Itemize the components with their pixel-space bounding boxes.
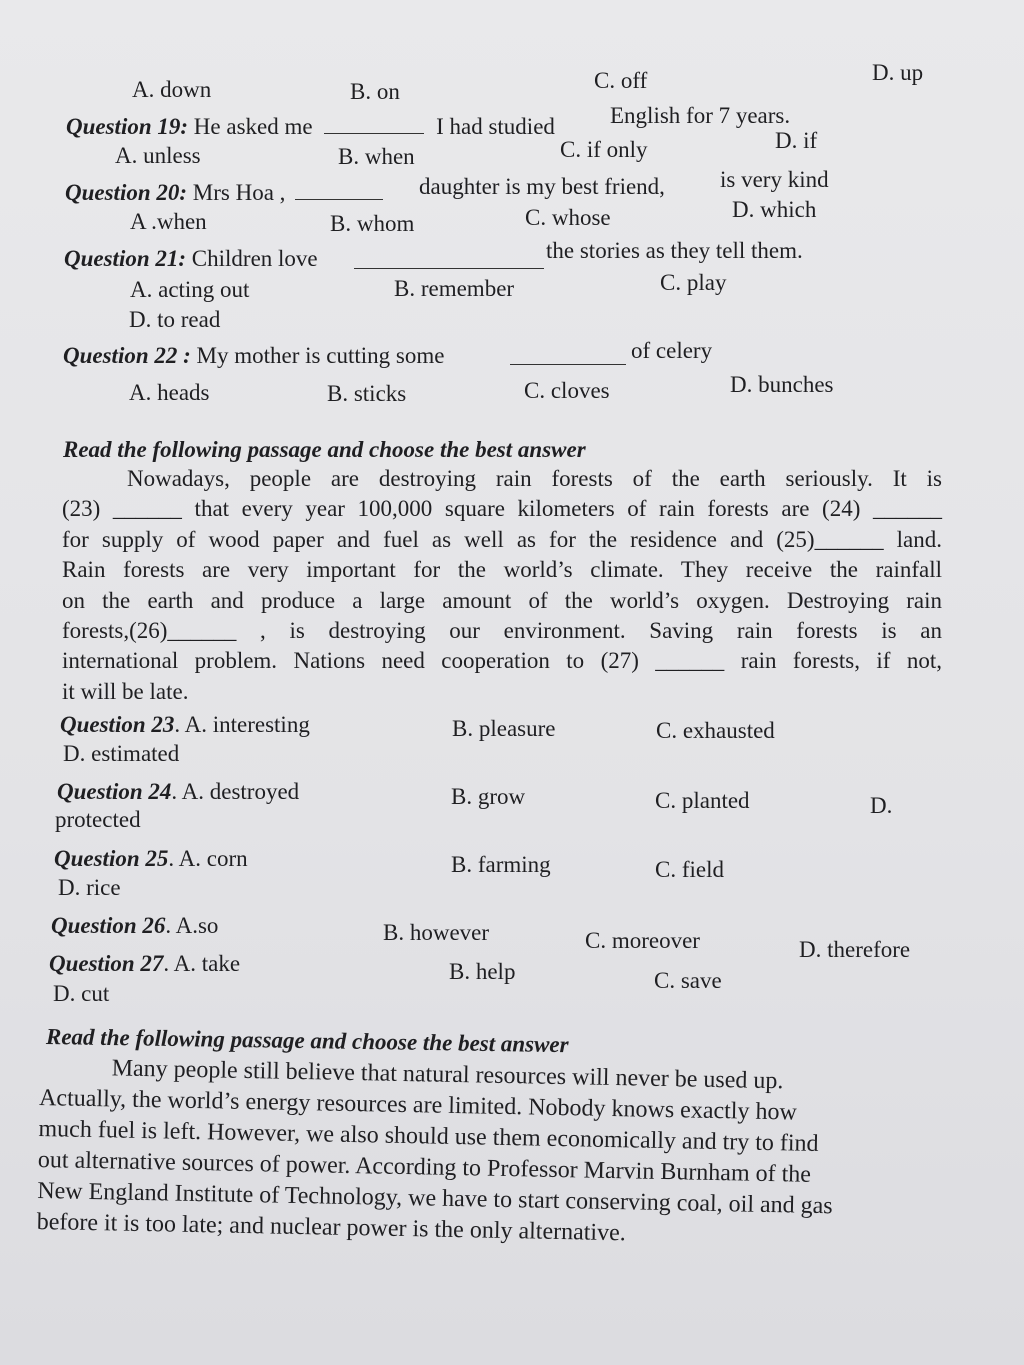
- q19-option-a: A. unless: [115, 143, 201, 168]
- question-22-blank: [510, 364, 626, 365]
- passage-1-line: for supply of wood paper and fuel as well as for the residence and (25)______ land.: [62, 526, 942, 552]
- passage-1-line: on the earth and produce a large amount of the world’s oxygen. Destroying rain: [62, 587, 942, 613]
- question-23: [60, 712, 310, 737]
- q20-option-d: D. which: [732, 197, 817, 222]
- question-25-label: Question 25: [54, 846, 169, 871]
- q19-option-b: B. when: [338, 144, 415, 169]
- passage-1-line: Rain forests are very important for the world’s climate. They receive the rainfall: [62, 557, 942, 583]
- q21-option-c: C. play: [660, 270, 727, 295]
- passage-1-line: forests,(26)______ , is destroying our environment. Saving rain forests is an: [62, 618, 942, 644]
- question-22-stem: [63, 343, 444, 368]
- q23-option-c: C. exhausted: [656, 718, 775, 743]
- q22-option-a: A. heads: [129, 380, 210, 405]
- q23-option-d: D. estimated: [63, 741, 180, 766]
- question-20-before: Mrs Hoa ,: [192, 180, 286, 205]
- passage-2-line: Actually, the world’s energy resources are limited. Nobody knows exactly how: [38, 1084, 798, 1126]
- passage-1-line: it will be late.: [62, 678, 189, 704]
- q18-option-b: B. on: [350, 79, 400, 104]
- passage-2-line: New England Institute of Technology, we have to start conserving coal, oil and gas: [37, 1177, 833, 1220]
- q21-option-a: A. acting out: [130, 277, 250, 302]
- question-19-before: He asked me: [193, 114, 313, 139]
- q23-option-b: B. pleasure: [452, 716, 556, 741]
- question-19-tail: English for 7 years.: [610, 103, 791, 128]
- q22-option-d: D. bunches: [730, 372, 834, 397]
- q27-option-c: C. save: [654, 968, 722, 993]
- passage-2-heading: Read the following passage and choose the best answer: [45, 1024, 569, 1058]
- q18-option-c: C. off: [594, 68, 648, 93]
- question-20-label: Question 20:: [65, 180, 188, 205]
- question-20-after: daughter is my best friend,: [419, 174, 665, 199]
- question-25: [54, 846, 248, 871]
- q22-option-c: C. cloves: [524, 378, 610, 403]
- passage-2-text: [36, 1052, 949, 1255]
- q18-option-d: D. up: [872, 60, 924, 85]
- q26-option-a: . A.so: [165, 913, 219, 938]
- passage-1-heading: Read the following passage and choose the best answer: [63, 437, 586, 462]
- passage-2-line: out alternative sources of power. According to Professor Marvin Burnham of the: [37, 1146, 812, 1188]
- question-19-stem: [66, 114, 555, 139]
- q23-option-a: . A. interesting: [174, 712, 310, 737]
- passage-2-line: before it is too late; and nuclear power is the only alternative.: [36, 1208, 627, 1247]
- question-20-stem: [65, 180, 393, 205]
- q25-option-d: D. rice: [58, 875, 121, 900]
- q27-option-a: . A. take: [163, 951, 241, 976]
- question-19-blank: [324, 133, 424, 134]
- passage-1-text: [62, 464, 942, 707]
- q27-option-d: D. cut: [53, 981, 110, 1006]
- question-22-before: My mother is cutting some: [196, 343, 445, 368]
- question-23-label: Question 23: [60, 712, 175, 737]
- question-24: [57, 779, 299, 804]
- q19-option-d: D. if: [775, 128, 818, 153]
- q24-option-c: C. planted: [655, 788, 750, 813]
- question-22-after: of celery: [631, 338, 713, 363]
- q24-option-d-text: protected: [55, 807, 141, 832]
- q24-option-a: . A. destroyed: [171, 779, 300, 804]
- q22-option-b: B. sticks: [327, 381, 407, 406]
- question-19-after: I had studied: [436, 114, 555, 139]
- question-19-label: Question 19:: [66, 114, 189, 139]
- q24-option-b: B. grow: [451, 784, 526, 809]
- passage-1-line: (23) ______ that every year 100,000 square kilometers of rain forests are (24) ______: [62, 496, 942, 522]
- question-21-stem: [64, 246, 318, 271]
- q25-option-a: . A. corn: [168, 846, 248, 871]
- question-21-before: Children love: [191, 246, 318, 271]
- question-21-label: Question 21:: [64, 246, 187, 271]
- question-22-label: Question 22 :: [63, 343, 191, 368]
- q21-option-d: D. to read: [129, 307, 221, 332]
- question-21-after: the stories as they tell them.: [546, 238, 803, 263]
- passage-1-line: Nowadays, people are destroying rain forests of the earth seriously. It is: [127, 466, 942, 491]
- question-24-label: Question 24: [57, 779, 172, 804]
- question-21-blank: [354, 268, 544, 269]
- q18-option-a: A. down: [132, 77, 212, 102]
- question-26: [51, 913, 218, 938]
- q26-option-d: D. therefore: [799, 937, 911, 962]
- passage-2-line: Many people still believe that natural resources will never be used up.: [111, 1055, 784, 1095]
- q20-option-c: C. whose: [525, 205, 611, 230]
- question-27-label: Question 27: [49, 951, 164, 976]
- q25-option-c: C. field: [655, 857, 724, 882]
- q19-option-c: C. if only: [560, 137, 648, 162]
- question-20-blank: [295, 199, 383, 200]
- q25-option-b: B. farming: [451, 852, 551, 877]
- q26-option-c: C. moreover: [585, 928, 700, 953]
- question-20-tail: is very kind: [720, 167, 829, 192]
- q24-option-d: D.: [870, 793, 893, 818]
- passage-2-line: much fuel is left. However, we also should use them economically and try to find: [38, 1115, 819, 1157]
- question-27: [49, 951, 240, 976]
- q26-option-b: B. however: [383, 920, 490, 945]
- q20-option-a: A .when: [130, 209, 207, 234]
- q27-option-b: B. help: [449, 959, 516, 984]
- q21-option-b: B. remember: [394, 276, 515, 301]
- passage-1-line: international problem. Nations need cooperation to (27) ______ rain forests, if not,: [62, 648, 942, 674]
- q20-option-b: B. whom: [330, 211, 415, 236]
- question-26-label: Question 26: [51, 913, 166, 938]
